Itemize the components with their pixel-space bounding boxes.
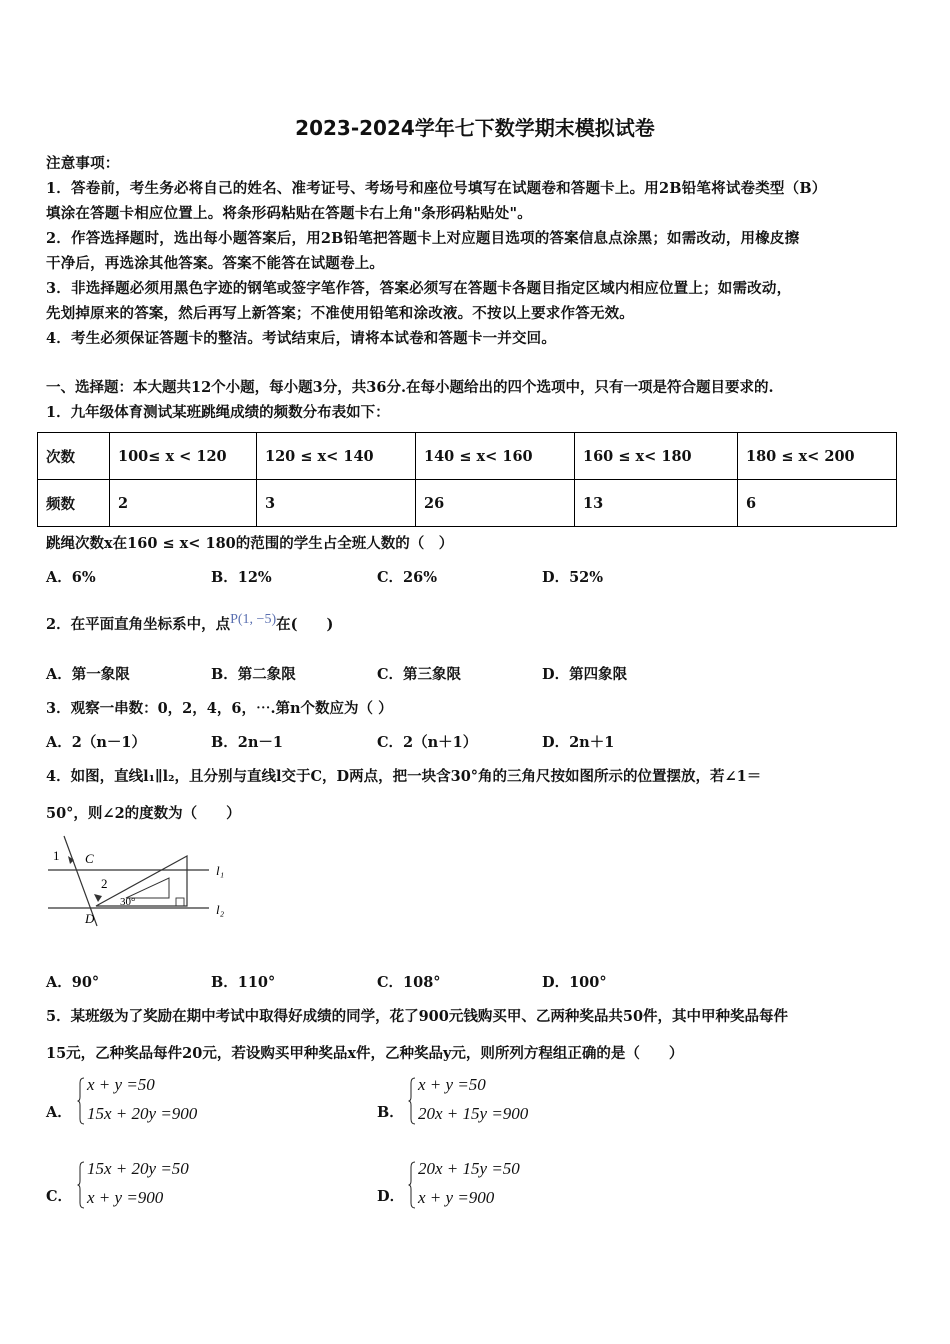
label-d: D xyxy=(85,911,95,926)
option-b-label: B． xyxy=(377,1104,404,1121)
table-row xyxy=(38,480,897,527)
option-d: D．52% xyxy=(542,569,604,586)
question-2-stem xyxy=(46,613,333,634)
equation: 15x + 20y =900 xyxy=(87,1104,198,1123)
option-d: D．第四象限 xyxy=(542,666,628,683)
label-l1: l₁ xyxy=(216,863,225,878)
question-5-stem-cont: 15元，乙种奖品每件20元，若设购买甲种奖品x件，乙种奖品y元，则所列方程组正确的是（ ） xyxy=(46,1045,684,1062)
angle-1-mark xyxy=(68,856,74,864)
equation: x + y =50 xyxy=(418,1075,486,1094)
table-cell: 频数 xyxy=(38,480,110,527)
notice-line: 1．答卷前，考生务必将自己的姓名、准考证号、考场号和座位号填写在试题卷和答题卡上。用2B铅笔将试卷类型（B） xyxy=(46,180,827,197)
triangle-ruler-inner xyxy=(126,878,169,898)
question-3-stem: 3．观察一串数：0，2，4，6，⋯.第n个数应为（ ） xyxy=(46,700,393,717)
equation: x + y =900 xyxy=(87,1188,164,1207)
equation: 20x + 15y =900 xyxy=(418,1104,529,1123)
option-d-label: D． xyxy=(377,1188,405,1205)
equation: x + y =900 xyxy=(418,1188,495,1207)
table-cell: 100≤ x < 120 xyxy=(110,433,257,480)
table-cell: 6 xyxy=(738,480,897,527)
option-b: B．12% xyxy=(211,569,272,586)
notice-heading: 注意事项： xyxy=(46,155,120,172)
table-cell: 140 ≤ x< 160 xyxy=(416,433,575,480)
table-cell: 26 xyxy=(416,480,575,527)
question-4-stem-cont: 50°，则∠2的度数为（ ） xyxy=(46,805,241,822)
question-5-stem: 5．某班级为了奖励在期中考试中取得好成绩的同学，花了900元钱购买甲、乙两种奖品共50件，其中甲种奖品每件 xyxy=(46,1008,789,1025)
table-cell: 3 xyxy=(257,480,416,527)
page-title: 2023-2024学年七下数学期末模拟试卷 xyxy=(295,116,655,140)
option-c: C．108° xyxy=(377,974,441,991)
option-a: A．6% xyxy=(46,569,96,586)
question-1-text: 跳绳次数x在160 ≤ x< 180的范围的学生占全班人数的（ ） xyxy=(46,535,454,552)
equation: x + y =50 xyxy=(87,1075,155,1094)
option-c-label: C． xyxy=(46,1188,73,1205)
question-2-tail: 在( ) xyxy=(276,616,334,633)
table-cell: 2 xyxy=(110,480,257,527)
frequency-table xyxy=(37,432,897,527)
option-a-label: A． xyxy=(46,1104,72,1121)
table-cell: 160 ≤ x< 180 xyxy=(575,433,738,480)
option-b: B．2n－1 xyxy=(211,734,283,751)
equation: 15x + 20y =50 xyxy=(87,1159,189,1178)
option-a: A．第一象限 xyxy=(46,666,130,683)
option-b: B．第二象限 xyxy=(211,666,296,683)
option-a: A．90° xyxy=(46,974,100,991)
brace-icon xyxy=(77,1161,85,1209)
notice-line: 填涂在答题卡相应位置上。将条形码粘贴在答题卡右上角"条形码粘贴处"。 xyxy=(46,205,532,222)
brace-icon xyxy=(408,1161,416,1209)
brace-icon xyxy=(77,1077,85,1125)
angle-2-mark xyxy=(94,894,102,902)
label-2: 2 xyxy=(101,876,108,891)
geometry-figure xyxy=(44,834,240,930)
option-c: C．第三象限 xyxy=(377,666,462,683)
right-angle-mark xyxy=(176,898,184,906)
table-cell: 120 ≤ x< 140 xyxy=(257,433,416,480)
label-1: 1 xyxy=(53,848,60,863)
option-d: D．100° xyxy=(542,974,607,991)
notice-line: 2．作答选择题时，选出每小题答案后，用2B铅笔把答题卡上对应题目选项的答案信息点涂黑；如需改动，用橡皮擦 xyxy=(46,230,800,247)
equation: 20x + 15y =50 xyxy=(418,1159,520,1178)
brace-icon xyxy=(408,1077,416,1125)
question-4-stem: 4．如图，直线l₁∥l₂，且分别与直线l交于C，D两点，把一块含30°角的三角尺按如图所示的位置摆放，若∠1＝ xyxy=(46,768,762,785)
table-cell: 次数 xyxy=(38,433,110,480)
notice-line: 干净后，再选涂其他答案。答案不能答在试题卷上。 xyxy=(46,255,385,272)
table-row xyxy=(38,433,897,480)
option-a: A．2（n－1） xyxy=(46,734,146,751)
label-c: C xyxy=(85,851,94,866)
label-30: 30° xyxy=(120,896,136,908)
point-formula: P(1, −5) xyxy=(230,612,277,627)
notice-line: 先划掉原来的答案，然后再写上新答案；不准使用铅笔和涂改液。不按以上要求作答无效。 xyxy=(46,305,634,322)
table-cell: 180 ≤ x< 200 xyxy=(738,433,897,480)
section-heading: 一、选择题：本大题共12个小题，每小题3分，共36分.在每小题给出的四个选项中，只有一项是符合题目要求的. xyxy=(46,379,774,396)
option-c: C．2（n＋1） xyxy=(377,734,478,751)
option-d: D．2n＋1 xyxy=(542,734,615,751)
question-1-stem: 1．九年级体育测试某班跳绳成绩的频数分布表如下： xyxy=(46,404,390,421)
table-cell: 13 xyxy=(575,480,738,527)
notice-line: 4．考生必须保证答题卡的整洁。考试结束后，请将本试卷和答题卡一并交回。 xyxy=(46,330,557,347)
label-l2: l₂ xyxy=(216,902,225,917)
question-2-text: 2．在平面直角坐标系中，点 xyxy=(46,616,231,633)
option-b: B．110° xyxy=(211,974,276,991)
notice-line: 3．非选择题必须用黑色字迹的钢笔或签字笔作答，答案必须写在答题卡各题目指定区域内相应位置上；如需改动， xyxy=(46,280,792,297)
option-c: C．26% xyxy=(377,569,437,586)
